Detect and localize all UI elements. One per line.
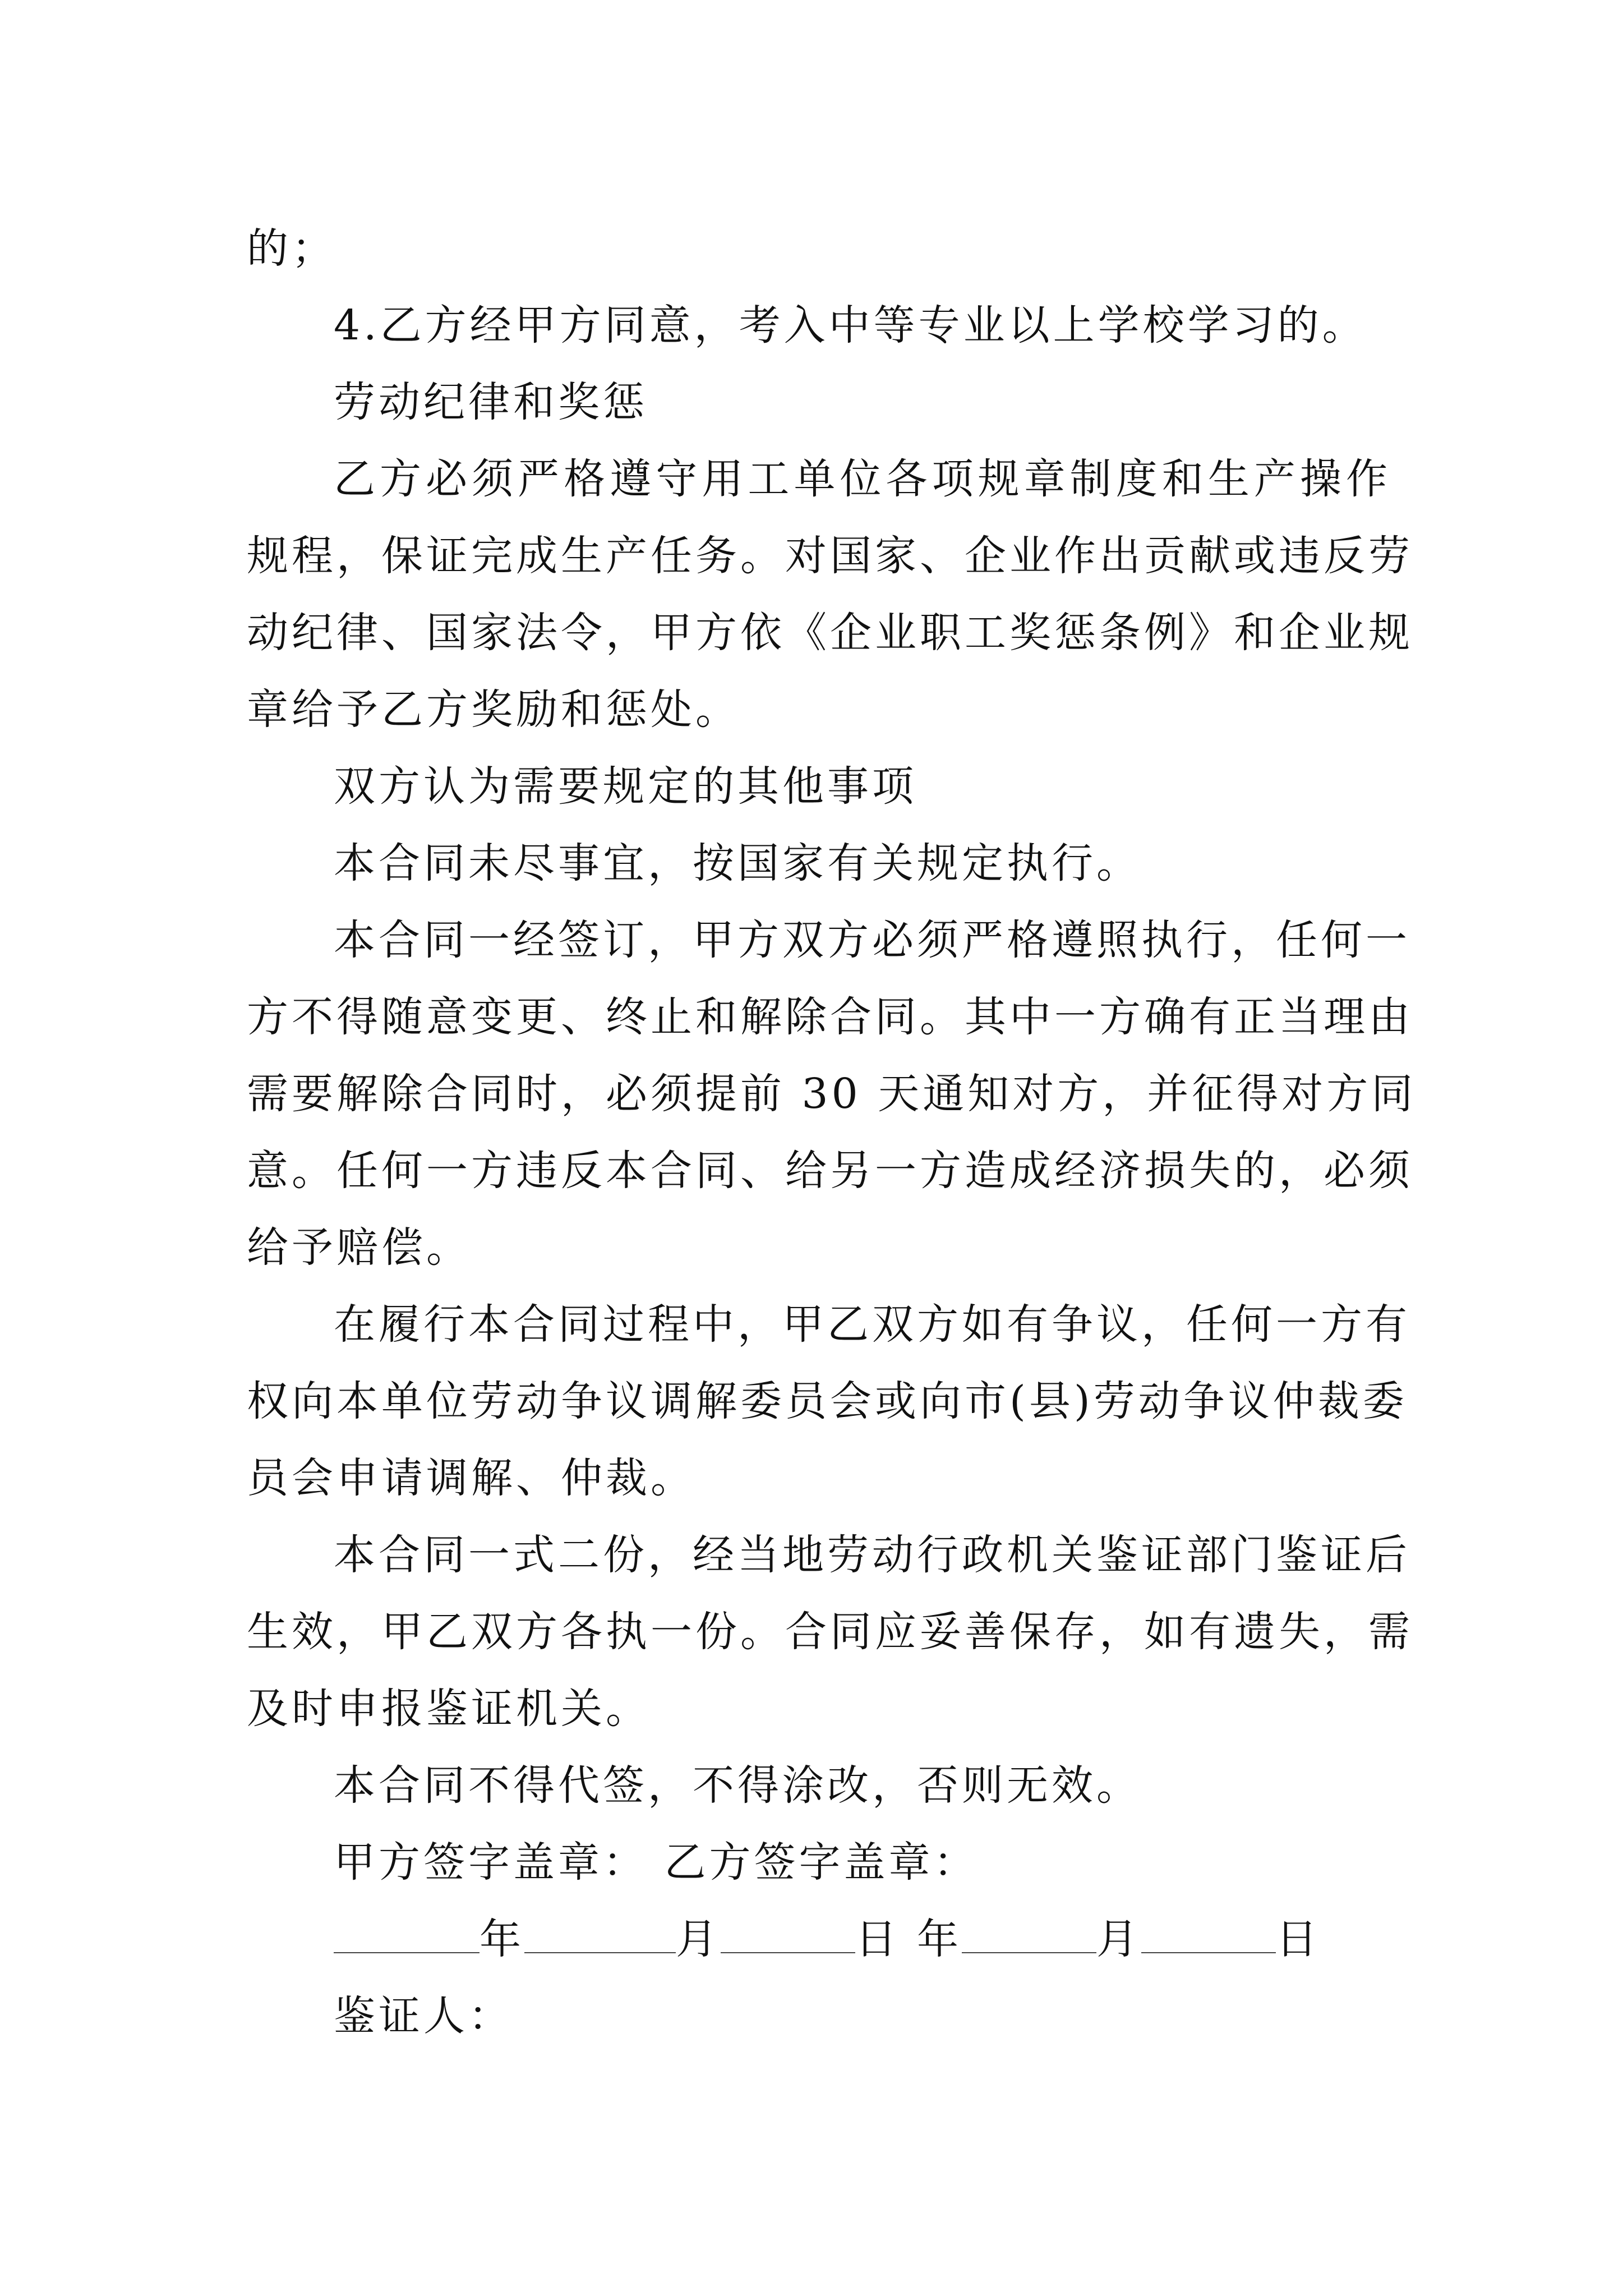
document-page	[247, 210, 1417, 2055]
paragraph-line: 意。任何一方违反本合同、给另一方造成经济损失的，必须	[247, 1147, 1413, 1195]
blank-line	[334, 1918, 479, 1953]
paragraph-line: 方不得随意变更、终止和解除合同。其中一方确有正当理由	[247, 993, 1413, 1041]
paragraph-line: 本合同一式二份，经当地劳动行政机关鉴证部门鉴证后	[334, 1531, 1410, 1579]
paragraph-line: 规程，保证完成生产任务。对国家、企业作出贡献或违反劳	[247, 532, 1413, 580]
day-label: 日	[1276, 1915, 1321, 1963]
year-label: 年	[917, 1915, 962, 1963]
verifier-label: 鉴证人：	[334, 1992, 513, 2040]
month-label: 月	[1096, 1915, 1141, 1963]
blank-line	[721, 1918, 855, 1953]
date-fill-row	[247, 1901, 1391, 1978]
day-label: 日	[855, 1915, 900, 1963]
paragraph-line: 在履行本合同过程中，甲乙双方如有争议，任何一方有	[334, 1300, 1410, 1349]
paragraph-line: 本合同不得代签，不得涂改，否则无效。	[334, 1761, 1141, 1810]
blank-line	[524, 1918, 676, 1953]
paragraph-line: 乙方必须严格遵守用工单位各项规章制度和生产操作	[334, 455, 1391, 503]
list-item-4: 4.乙方经甲方同意，考入中等专业以上学校学习的。	[334, 301, 1367, 349]
signature-labels: 甲方签字盖章： 乙方签字盖章：	[334, 1838, 979, 1887]
paragraph-line: 本合同一经签订，甲方双方必须严格遵照执行，任何一	[334, 916, 1410, 964]
paragraph-line: 权向本单位劳动争议调解委员会或向市(县)劳动争议仲裁委	[247, 1377, 1408, 1425]
paragraph-line: 章给予乙方奖励和惩处。	[247, 685, 740, 734]
blank-line	[962, 1918, 1096, 1953]
section-heading-other-matters: 双方认为需要规定的其他事项	[334, 762, 917, 811]
paragraph-line: 及时申报鉴证机关。	[247, 1685, 651, 1733]
paragraph-line: 动纪律、国家法令，甲方依《企业职工奖惩条例》和企业规	[247, 609, 1413, 657]
paragraph-line: 员会申请调解、仲裁。	[247, 1454, 695, 1502]
blank-line	[1141, 1918, 1276, 1953]
paragraph-line: 生效，甲乙双方各执一份。合同应妥善保存，如有遗失，需	[247, 1608, 1413, 1656]
month-label: 月	[676, 1915, 721, 1963]
section-heading-discipline: 劳动纪律和奖惩	[334, 378, 648, 426]
paragraph-line: 给予赔偿。	[247, 1223, 471, 1272]
text-line: 的；	[247, 224, 336, 273]
paragraph-line: 本合同未尽事宜，按国家有关规定执行。	[334, 839, 1141, 887]
paragraph-line: 需要解除合同时，必须提前 30 天通知对方，并征得对方同	[247, 1070, 1417, 1118]
year-label: 年	[479, 1915, 524, 1963]
